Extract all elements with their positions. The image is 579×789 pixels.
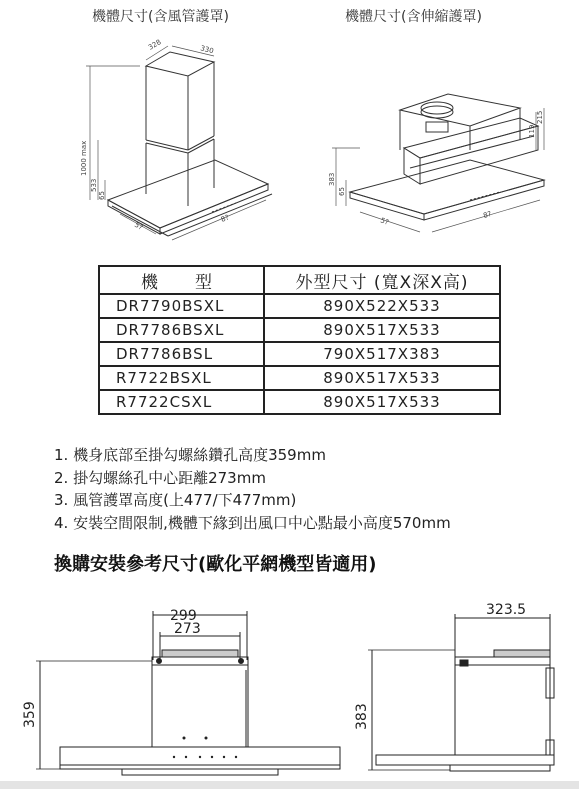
dim-330: 330 (199, 44, 215, 56)
header-size: 外型尺寸 (寬X深X高) (264, 266, 500, 294)
dim-383-b: 383 (354, 703, 370, 730)
note-item: 2. 掛勾螺絲孔中心距離273mm (54, 468, 266, 487)
size-cell: 890X517X533 (264, 390, 500, 414)
diagram-2-dimensions (332, 108, 544, 232)
note-item: 1. 機身底部至掛勾螺絲鑽孔高度359mm (54, 446, 326, 464)
size-cell: 790X517X383 (264, 342, 500, 366)
spec-table-header (99, 266, 500, 294)
dim-533: 533 (90, 178, 98, 192)
size-cell: 890X517X533 (264, 318, 500, 342)
section-title: 換購安裝參考尺寸(歐化平網機型皆適用) (54, 554, 377, 575)
table-row (99, 342, 500, 366)
dim-width-2: 8? (482, 209, 493, 220)
dim-1000-max: 1000 max (80, 140, 88, 176)
hood-chimney-drawing (108, 52, 272, 236)
table-row (99, 366, 500, 390)
diagram-2-caption: 機體尺寸(含伸縮護罩) (345, 9, 482, 25)
table-row (99, 318, 500, 342)
dim-273: 273 (174, 621, 201, 637)
note-item: 4. 安裝空間限制,機體下緣到出風口中心點最小高度570mm (54, 513, 451, 532)
dim-328: 328 (147, 38, 163, 52)
table-row (99, 390, 500, 414)
model-cell: R7722BSXL (99, 366, 264, 390)
model-cell: DR7790BSXL (99, 294, 264, 318)
dim-359: 359 (22, 701, 38, 728)
dim-323-5: 323.5 (486, 602, 527, 618)
dim-299: 299 (170, 608, 197, 624)
dim-depth-1: 5? (133, 220, 145, 232)
dim-65: 65 (98, 191, 106, 200)
install-side-drawing (368, 614, 554, 771)
diagram-1-caption: 機體尺寸(含風管護罩) (92, 9, 229, 25)
diagram-1-dimensions (86, 46, 266, 240)
dim-width-1: 8? (219, 213, 231, 224)
dim-65-b: 65 (338, 187, 346, 196)
dim-215: 215 (536, 110, 544, 124)
bottom-bar (0, 781, 579, 789)
header-model: 機 型 (99, 266, 264, 294)
hood-telescopic-drawing (350, 94, 544, 220)
size-cell: 890X522X533 (264, 294, 500, 318)
model-cell: DR7786BSL (99, 342, 264, 366)
installation-notes (54, 444, 451, 534)
size-cell: 890X517X533 (264, 366, 500, 390)
spec-table (98, 265, 501, 415)
dim-383: 383 (328, 172, 336, 186)
model-cell: R7722CSXL (99, 390, 264, 414)
dim-depth-2: 5? (379, 216, 390, 227)
table-row (99, 294, 500, 318)
model-cell: DR7786BSXL (99, 318, 264, 342)
dim-119: 119 (528, 124, 536, 138)
note-item: 3. 風管護罩高度(上477/下477mm) (54, 491, 297, 509)
